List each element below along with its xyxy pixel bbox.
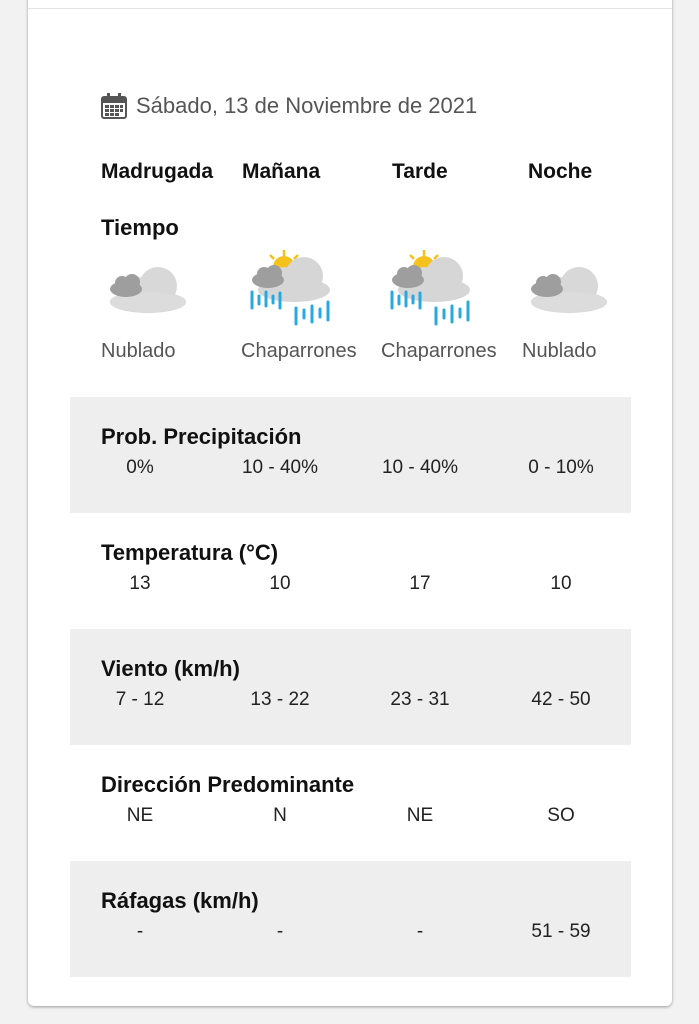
- precipitation-row: [70, 397, 631, 513]
- showers-icon: [384, 246, 474, 337]
- temperature-row: [70, 513, 631, 629]
- weather-desc-noche: Nublado: [522, 340, 597, 362]
- period-noche: Noche: [528, 160, 593, 183]
- wind-direction-value: SO: [547, 805, 575, 826]
- precipitation-value: 10 - 40%: [381, 457, 459, 478]
- wind-title: Viento (km/h): [101, 656, 240, 681]
- calendar-icon: [100, 92, 128, 120]
- gusts-value: -: [276, 921, 284, 942]
- weather-title: Tiempo: [101, 215, 179, 240]
- wind-value: 23 - 31: [390, 689, 450, 710]
- period-manana: Mañana: [242, 160, 321, 183]
- weather-desc-tarde: Chaparrones: [381, 340, 497, 362]
- period-tarde: Tarde: [392, 160, 448, 183]
- wind-value: 7 - 12: [115, 689, 165, 710]
- temperature-title: Temperatura (°C): [101, 540, 279, 565]
- gusts-value: -: [136, 921, 144, 942]
- gusts-row: [70, 861, 631, 977]
- precipitation-title: Prob. Precipitación: [101, 424, 302, 449]
- date-text: Sábado, 13 de Noviembre de 2021: [136, 93, 478, 118]
- wind-row: [70, 629, 631, 745]
- weather-desc-madrugada: Nublado: [101, 340, 176, 362]
- period-madrugada: Madrugada: [101, 160, 214, 183]
- wind-direction-value: NE: [406, 805, 434, 826]
- divider: [28, 8, 672, 9]
- date-header: [100, 92, 477, 120]
- cloudy-icon: [104, 258, 190, 323]
- wind-direction-value: NE: [126, 805, 154, 826]
- showers-icon: [244, 246, 334, 337]
- precipitation-value: 10 - 40%: [241, 457, 319, 478]
- temperature-value: 13: [129, 573, 151, 594]
- wind-direction-row: [70, 745, 631, 861]
- precipitation-value: 0 - 10%: [528, 457, 594, 478]
- temperature-value: 10: [550, 573, 572, 594]
- wind-value: 42 - 50: [531, 689, 591, 710]
- weather-desc-manana: Chaparrones: [241, 340, 357, 362]
- wind-value: 13 - 22: [250, 689, 310, 710]
- cloudy-icon: [525, 258, 611, 323]
- wind-direction-title: Dirección Predominante: [101, 772, 355, 797]
- gusts-value: 51 - 59: [531, 921, 591, 942]
- temperature-value: 17: [409, 573, 431, 594]
- precipitation-value: 0%: [126, 457, 154, 478]
- wind-direction-value: N: [273, 805, 287, 826]
- temperature-value: 10: [269, 573, 291, 594]
- gusts-value: -: [416, 921, 424, 942]
- gusts-title: Ráfagas (km/h): [101, 888, 259, 913]
